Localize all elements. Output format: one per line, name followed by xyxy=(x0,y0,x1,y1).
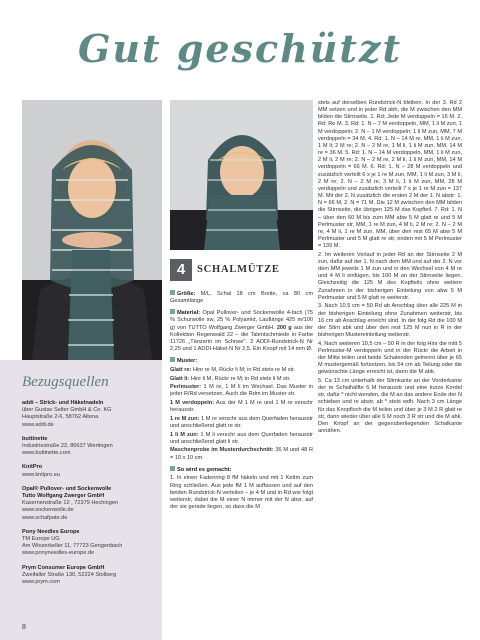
instructions-column-middle xyxy=(170,290,313,513)
pattern-line: Maschenprobe im Musterdurchschnitt: 36 M und 48 R = 10 x 10 cm. xyxy=(170,447,314,461)
pattern-line: 1 re M zun: 1 M re verschr aus dem Querfaden herausstr und anschließend glatt re str. xyxy=(170,415,314,429)
source-entry: Prym Consumer Europe GmbH Zweifaller Straße 130, 52224 Stolberg www.prym.com xyxy=(22,565,158,587)
instructions-text: 5. Ca 13 cm unterhalb der Stirnkante an der Vorderkante der re Schalhälfte 6 M herausstr und eine kurze Kordel str, dafür * nicht wenden, die M an das andere Ende der N schieben und re abstr, ab * stets wdh. Nach 3 cm Länge für das Knopfloch die M teilen und über je 3 M 2 R glatt re str, dann wieder über alle 6 M noch 3 R str und die M abk. Den Knopf an der gegenüberliegenden Schalkante annähen. xyxy=(318,377,462,435)
pattern-number-badge: 4 xyxy=(170,259,192,281)
pattern-title: SCHALMÜTZE xyxy=(197,264,280,275)
source-link[interactable]: www.prym.com xyxy=(22,579,60,586)
source-link[interactable]: www.buttinette.com xyxy=(22,450,71,457)
bullet-square-icon xyxy=(170,466,175,471)
pattern-line: Perlmuster: 1 M re, 1 M li im Wechsel. Das Muster in jeder R/Rd versetzen. Auch die Rdm im Muster str. xyxy=(170,384,313,398)
instructions-text: 1. In einen Fadenring 8 fM häkeln und mit 1 Kettm zum Ring schließen. Aus jede fM 1 M auffassen und auf den beiden Rundstrick-N verteilen – je 4 M und in Rd wie folgt weiterstr, dabei die M einer N immer mit der N absr, auf der sie gerade liegen, so dass die M xyxy=(170,475,313,511)
instructions-text: 4. Nach weiteren 10,5 cm – 50 R in der folg Hinr die mitt 5 Perlmuster-M verdoppeln und in der Rückr die Arbeit in der Mitte teilen und beide Schalenden getrennt über je 65 M mustergemäß fortsetzen, bis 54 cm ab Teilung oder die gewünschte Länge erreicht ist, dann die M abk. xyxy=(318,340,462,376)
pattern-line: 1 M verdoppeln: Aus der M 1 M re und 1 M re verschr herausstr. xyxy=(170,400,313,414)
bullet-square-icon xyxy=(170,290,175,295)
material-paragraph: Material: Opal Pullover- und Sockenwolle 4-fach (75 % Schurwolle sw, 25 % Polyamid, Lauflänge 425 m/100 g) von TUTTO Wolfgang Zwerger GmbH. 200 g aus der Kollektion Regenwald 22 – die Talentschmiede in Farbe 11726 „Tänzerin im Schnee". 2 ADDI-Rundstrick-N Nr 2,25 und 1 ADDI-Häkel-N Nr 2,5. Ein Knopf mit 14 mm Ø. xyxy=(170,310,313,353)
size-paragraph: Größe: M/L, Schal 18 cm Breite, ca 80 cm Gesamtlänge xyxy=(170,291,313,305)
page-headline: Gut geschützt xyxy=(77,26,403,71)
pattern-line: Glatt li: Hinr li M, Rückr re M; in Rd stets li M str. xyxy=(170,375,291,382)
sidebar-title: Bezugsquellen xyxy=(22,374,109,390)
model-photo-left xyxy=(22,100,162,360)
bullet-square-icon xyxy=(170,309,175,314)
sources-sidebar xyxy=(0,360,162,640)
pattern-subheading: Muster: xyxy=(170,357,313,365)
sources-list xyxy=(22,400,158,593)
instructions-text: stets auf derselben Rundstrick-N bleiben. In der 3. Rd 2 MM setzen und in jeder Rd abh, die M zwischen den MM bilden die Stirnseite. 1. Rd: Jede M verdoppeln = 16 M. 2. Rd: Re M. 3. Rd: 1. N – 7 M verdoppeln, MM, 1 li M zun, 1 M verdoppeln; 2. N – 1 M verdoppeln; 1 li M zun, MM, 7 M verdoppeln = 34 M. 4. Rd: 1. N – 14 M re, MM, 1 li M zun, 1 M li; 2 M re; 2. N – 2 M re, 1 M li, 1 li M zun, MM, 14 M re = 36 M. 5. Rd: 1. N – 14 M verdoppeln, MM, 1 li M zun, 2 M li, 2 M re; 2. N – 2 M re, 2 M li, 1 li M zun, MM, 14 M verdoppeln = 66 M. 6. Rd: 1. N – 28 M verdoppeln und zusätzlich verteilt 6 x je 1 re M zun, MM, 1 li M zun, 3 M li, 2 M re; 2. N – 2 M re, 3 M li, 1 li M zun, MM, 28 M verdoppeln und zusätzlich verteilt 7 x je 1 re M zun = 137 M. Mit der 2. N zusätzlich die ersten 2 M der 1. N abstr: 1. N = 66 M, 2. N = 71 M. Die 12 M zwischen den MM bilden die Stirnseite, die übrigen 125 M das Kopfteil. 7. Rd: 1. N – über den 60 M bis zum MM abw 5 M glatt re und 5 M Perlmuster str, MM, 1 re M zun, 4 M li, 2 M re; 2. N – 2 M re, 4 M li, 1 re M zun, MM, über den rest 65 M abw 5 M Perlmuster und 5 M glatt re str, enden mit 5 M Perlmuster = 139 M. xyxy=(318,100,462,250)
source-entry: buttinette Industriestraße 22, 86637 Wertingen www.buttinette.com xyxy=(22,436,158,458)
instructions-column-right xyxy=(318,100,462,437)
source-link[interactable]: www.addi.de xyxy=(22,421,54,428)
instructions-text: 2. Im weiteren Verlauf in jeder Rd an der Stirnseite 2 M zun, dafür auf der 1. N nach dem MM und auf der 2. N vor dem MM jeweils 1 M zun und in den Wechsel von 4 M re und 4 M li einfügen, bis 100 M an der Stirnseite liegen. Gleichzeitig die 125 M des Kopfteils ohne weitere Zunahmen in der bisherigen Einteilung von abw 5 M Perlmuster und 5 M glatt re weiterstr. xyxy=(318,251,462,301)
bullet-square-icon xyxy=(170,357,175,362)
pattern-line: 1 li M zun: 1 M li verschr aus dem Querfaden herausstr und anschließend glatt li str. xyxy=(170,431,313,445)
source-link[interactable]: www.schafpate.de xyxy=(22,514,68,521)
page-number: 8 xyxy=(22,624,26,631)
pattern-line: Glatt re: Hinr re M, Rückr li M; in Rd stets re M str. xyxy=(170,366,296,373)
model-photo-right xyxy=(170,100,313,250)
source-link[interactable]: www.knitpro.eu xyxy=(22,471,60,478)
source-entry: Pony Needles Europe TM Europe UG Am Winzerkeller 11, 77723 Gengenbach www.ponyneedles-europe.de xyxy=(22,529,158,558)
instructions-subheading: So wird es gemacht: xyxy=(170,466,313,474)
source-link[interactable]: www.ponyneedles-europe.de xyxy=(22,550,95,557)
source-link[interactable]: www.sockenwolle.de xyxy=(22,507,74,514)
instructions-text: 3. Nach 10,5 cm = 50 Rd ab Anschlag über alle 225 M in der bisherigen Einteilung ohne Zunahmen weiterstr, bis 16 cm ab Anschlag erreicht sind. In der folg Rd die 100 M der Stirn abk und über den rest 125 M nun in R in der bisherigen Mustereinteilung weiterstr. xyxy=(318,303,462,338)
source-entry: addi – Strick- und Häkelnadeln über Gustav Selter GmbH & Co. KG Hauptstraße 2-6, 58762 Altena www.addi.de xyxy=(22,400,158,429)
source-entry: Opal® Pullover- und Sockenwolle Tutto Wolfgang Zwerger GmbH Kasernenstraße 12 , 72379 Hechingen www.sockenwolle.de www.schafpate.de xyxy=(22,486,158,522)
source-entry: KnitPro www.knitpro.eu xyxy=(22,464,158,478)
